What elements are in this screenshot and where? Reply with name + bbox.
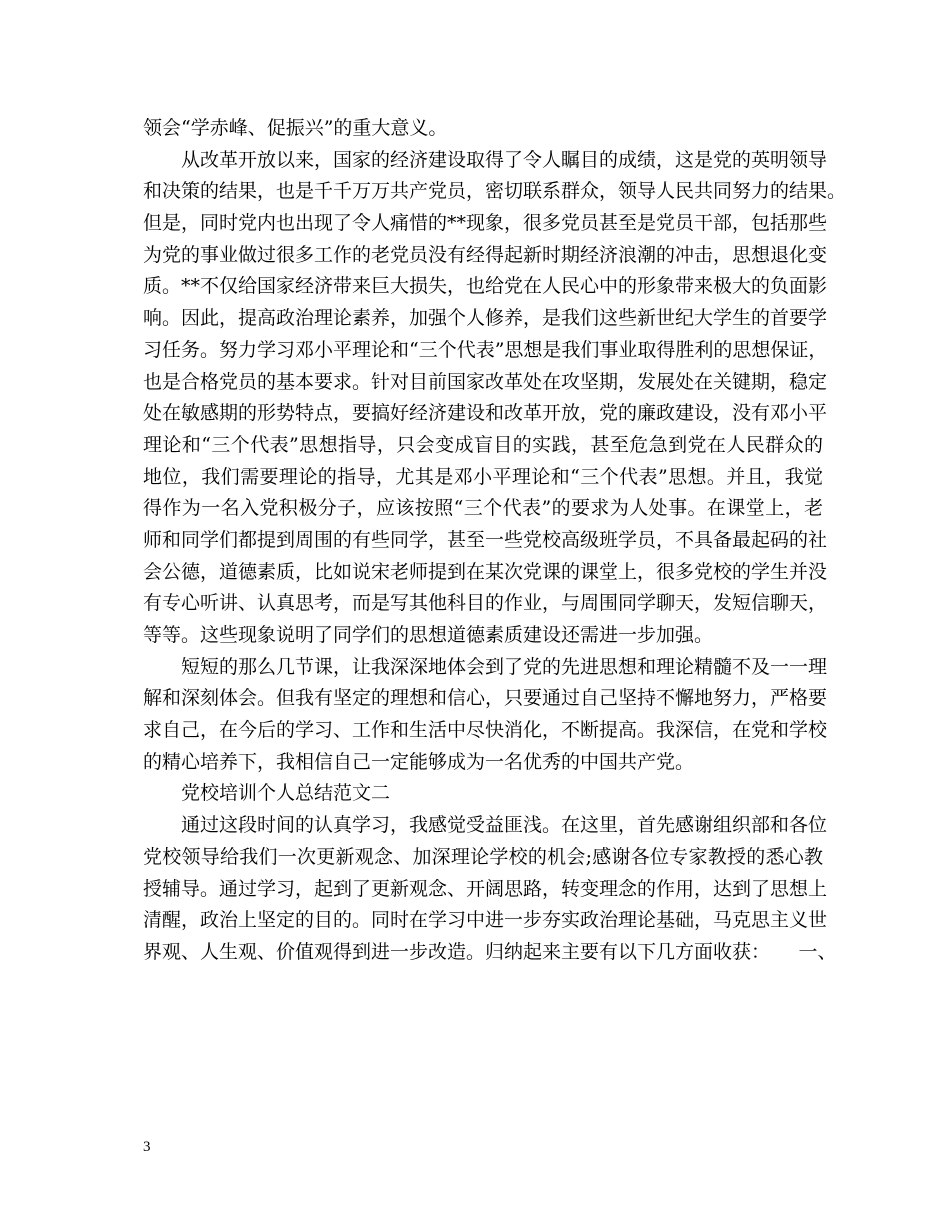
paragraph-first-line: 短短的那么几节课，让我深深地体会到了党的先进思想和理论精髓不及一一理 (181, 655, 828, 678)
text-line: 领会“学赤峰、促振兴”的重大意义。 (143, 117, 448, 139)
text-line: 和决策的结果，也是千千万万共产党员，密切联系群众，领导人民共同努力的结果。 (143, 180, 847, 203)
text-line: 得作为一名入党积极分子，应该按照“三个代表”的要求为人处事。在课堂上，老 (143, 497, 823, 520)
section-heading: 党校培训个人总结范文二 (181, 782, 391, 805)
text-line: 但是，同时党内也出现了令人痛惜的**现象，很多党员甚至是党员干部，包括那些 (143, 212, 828, 235)
text-line: 地位，我们需要理论的指导，尤其是邓小平理论和“三个代表”思想。并且，我觉 (143, 465, 823, 488)
text-line: 清醒，政治上坚定的目的。同时在学习中进一步夯实政治理论基础，马克思主义世 (143, 909, 828, 932)
page-number: 3 (143, 1139, 151, 1155)
paragraph-first-line: 从改革开放以来，国家的经济建设取得了令人瞩目的成绩，这是党的英明领导 (181, 148, 828, 171)
text-line: 理论和“三个代表”思想指导，只会变成盲目的实践，甚至危急到党在人民群众的 (143, 433, 823, 456)
text-line: 为党的事业做过很多工作的老党员没有经得起新时期经济浪潮的冲击，思想退化变 (143, 243, 828, 266)
paragraph-first-line: 通过这段时间的认真学习，我感觉受益匪浅。在这里，首先感谢组织部和各位 (181, 814, 828, 837)
text-line: 有专心听讲、认真思考，而是写其他科目的作业，与周围同学聊天，发短信聊天， (143, 592, 828, 615)
text-line: 界观、人生观、价值观得到进一步改造。归纳起来主要有以下几方面收获： 一、 (143, 940, 837, 963)
text-line: 处在敏感期的形势特点，要搞好经济建设和改革开放，党的廉政建设，没有邓小平 (143, 402, 828, 425)
text-line: 也是合格党员的基本要求。针对目前国家改革处在攻坚期，发展处在关键期，稳定 (143, 370, 828, 393)
text-line: 的精心培养下，我相信自己一定能够成为一名优秀的中国共产党。 (143, 750, 695, 773)
text-line: 响。因此，提高政治理论素养，加强个人修养，是我们这些新世纪大学生的首要学 (143, 307, 828, 330)
text-line: 师和同学们都提到周围的有些同学，甚至一些党校高级班学员，不具备最起码的社 (143, 528, 828, 551)
text-line: 党校领导给我们一次更新观念、加深理论学校的机会;感谢各位专家教授的悉心教 (143, 845, 823, 868)
text-line: 解和深刻体会。但我有坚定的理想和信心，只要通过自己坚持不懈地努力，严格要 (143, 687, 828, 710)
text-line: 会公德，道德素质，比如说宋老师提到在某次党课的课堂上，很多党校的学生并没 (143, 560, 828, 583)
document-body (143, 113, 847, 969)
text-line: 等等。这些现象说明了同学们的思想道德素质建设还需进一步加强。 (143, 624, 714, 646)
text-line: 质。**不仅给国家经济带来巨大损失，也给党在人民心中的形象带来极大的负面影 (143, 275, 828, 298)
text-line: 授辅导。通过学习，起到了更新观念、开阔思路，转变理念的作用，达到了思想上 (143, 877, 828, 900)
text-line: 求自己，在今后的学习、工作和生活中尽快消化，不断提高。我深信，在党和学校 (143, 719, 828, 742)
text-line: 习任务。努力学习邓小平理论和“三个代表”思想是我们事业取得胜利的思想保证， (143, 338, 828, 361)
